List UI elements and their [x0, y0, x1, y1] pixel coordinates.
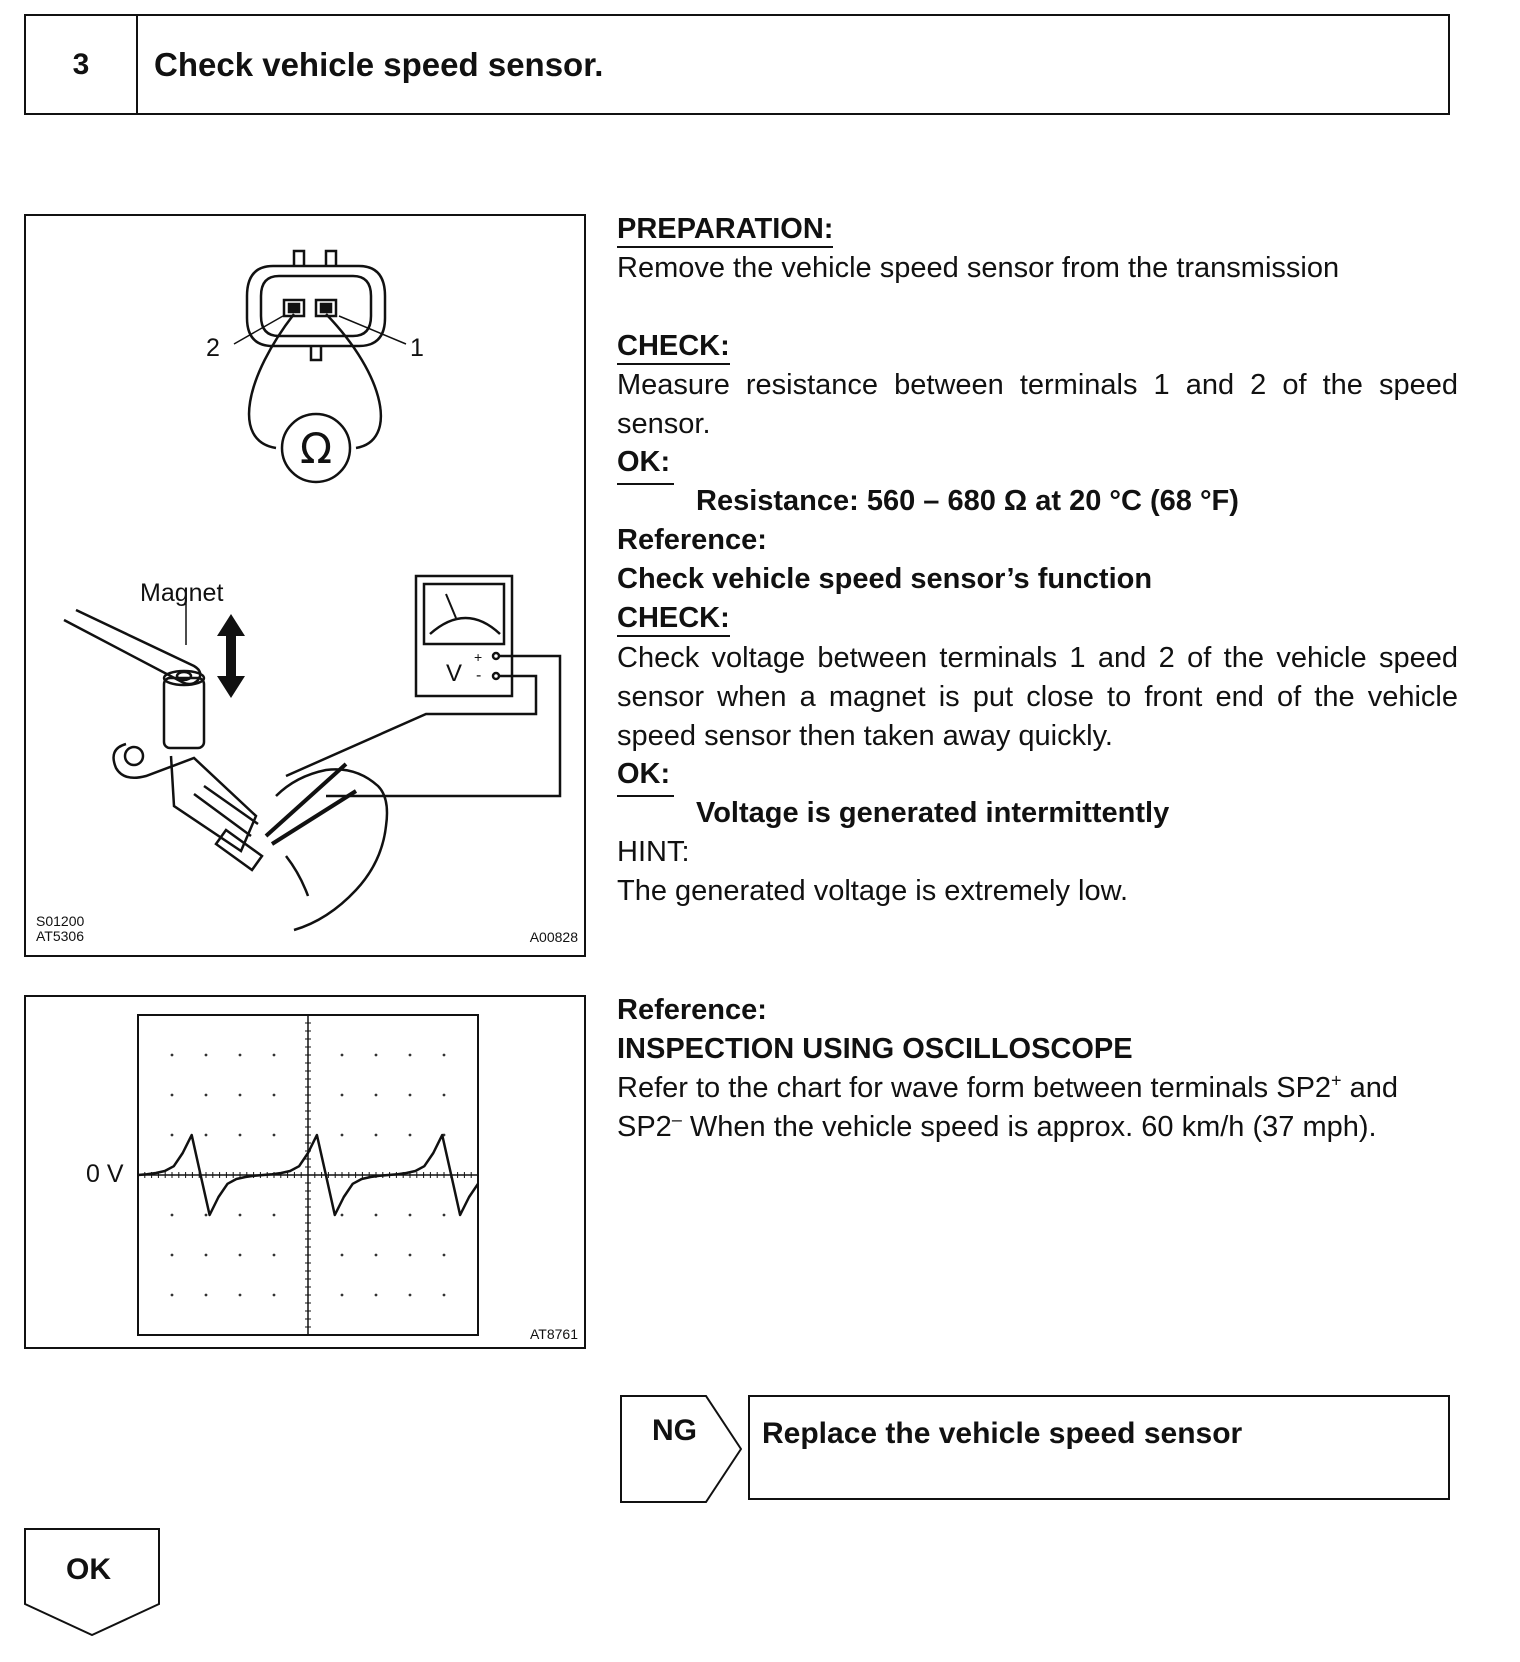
grid-dot — [171, 1214, 174, 1217]
grid-dot — [171, 1094, 174, 1097]
grid-dot — [273, 1134, 276, 1137]
ng-arrow-shape — [620, 1395, 742, 1504]
grid-dot — [239, 1254, 242, 1257]
grid-dot — [409, 1094, 412, 1097]
grid-dot — [409, 1134, 412, 1137]
ng-label: NG — [652, 1414, 697, 1447]
preparation-text: Remove the vehicle speed sensor from the transmission — [617, 252, 1340, 284]
waveform-plot — [26, 997, 584, 1347]
hand-outline — [276, 769, 387, 930]
ng-tag — [620, 1395, 742, 1509]
grid-dot — [341, 1254, 344, 1257]
reference-heading: Reference: — [617, 524, 767, 556]
reference-text-line: SP2– When the vehicle speed is approx. 60 km/h (37 mph). — [617, 1109, 1377, 1143]
grid-dot — [375, 1294, 378, 1297]
grid-dot — [239, 1134, 242, 1137]
figure-code-left — [36, 914, 84, 944]
grid-dot — [341, 1134, 344, 1137]
grid-dot — [341, 1214, 344, 1217]
zero-volt-label: 0 V — [86, 1160, 124, 1188]
reference-text-line: Refer to the chart for wave form between terminals SP2+ and — [617, 1070, 1399, 1104]
grid-dot — [409, 1254, 412, 1257]
grid-dot — [409, 1214, 412, 1217]
grid-dot — [273, 1254, 276, 1257]
check-heading: CHECK: — [617, 599, 730, 637]
grid-dot — [273, 1094, 276, 1097]
figure-code-line: S01200 — [36, 913, 85, 929]
grid-dot — [205, 1094, 208, 1097]
ng-result-text: Replace the vehicle speed sensor — [762, 1417, 1243, 1450]
grid-dot — [205, 1214, 208, 1217]
check-text-line: speed sensor then taken away quickly. — [617, 720, 1113, 752]
grid-dot — [375, 1214, 378, 1217]
step-title: Check vehicle speed sensor. — [154, 46, 604, 83]
grid-dot — [443, 1214, 446, 1217]
grid-dot — [205, 1294, 208, 1297]
grid-dot — [205, 1254, 208, 1257]
grid-dot — [375, 1134, 378, 1137]
preparation-heading: PREPARATION: — [617, 210, 833, 248]
terminal-2-label: 2 — [206, 334, 220, 362]
voltmeter-minus: - — [476, 667, 482, 684]
sensor-illustration — [24, 214, 586, 957]
check-text-line: Check voltage between terminals 1 and 2 of the vehicle speed — [617, 642, 1458, 674]
ohm-icon: Ω — [299, 424, 333, 473]
grid-dot — [171, 1294, 174, 1297]
voltmeter-plus: + — [474, 649, 483, 665]
ok-value: Resistance: 560 – 680 Ω at 20 °C (68 °F) — [696, 485, 1239, 517]
check-text-line: sensor when a magnet is put close to front end of the vehicle — [617, 681, 1458, 713]
figure-code: AT8761 — [530, 1326, 578, 1342]
grid-dot — [443, 1254, 446, 1257]
sensor-drawing — [26, 216, 584, 955]
double-arrow — [217, 614, 245, 698]
grid-dot — [273, 1214, 276, 1217]
ok-value: Voltage is generated intermittently — [696, 797, 1170, 829]
grid-dot — [375, 1254, 378, 1257]
grid-dot — [273, 1054, 276, 1057]
grid-dot — [205, 1054, 208, 1057]
grid-dot — [239, 1094, 242, 1097]
grid-dot — [171, 1054, 174, 1057]
grid-dot — [205, 1134, 208, 1137]
grid-dot — [239, 1294, 242, 1297]
check-text-line: sensor. — [617, 408, 711, 440]
probe-wire-negative — [286, 676, 536, 776]
figure-code-line: AT5306 — [36, 928, 84, 944]
step-header — [24, 14, 1450, 115]
ok-label: OK — [66, 1553, 111, 1586]
ng-result-box — [748, 1395, 1450, 1500]
grid-dot — [341, 1294, 344, 1297]
reference-heading: Reference: — [617, 994, 767, 1026]
hint-text: The generated voltage is extremely low. — [617, 875, 1128, 907]
ohmmeter-lead-right — [326, 314, 381, 448]
grid-dot — [171, 1134, 174, 1137]
grid-dot — [375, 1054, 378, 1057]
ok-heading: OK: — [617, 446, 671, 478]
grid-dot — [375, 1094, 378, 1097]
sensor-shaft — [164, 678, 204, 748]
grid-dot — [171, 1254, 174, 1257]
reference-subheading: INSPECTION USING OSCILLOSCOPE — [617, 1033, 1133, 1065]
grid-dot — [341, 1054, 344, 1057]
magnet-label: Magnet — [140, 579, 224, 607]
figure-code-right: A00828 — [529, 929, 578, 945]
grid-dot — [341, 1094, 344, 1097]
check-heading: CHECK: — [617, 327, 730, 365]
check-text-line: Measure resistance between terminals 1 and 2 of the speed — [617, 369, 1458, 401]
ok-underline — [617, 483, 674, 485]
grid-dot — [443, 1294, 446, 1297]
terminal-1-label: 1 — [410, 334, 424, 362]
grid-dot — [409, 1294, 412, 1297]
grid-dot — [239, 1054, 242, 1057]
grid-dot — [443, 1094, 446, 1097]
reference-subheading: Check vehicle speed sensor’s function — [617, 563, 1153, 595]
grid-dot — [409, 1054, 412, 1057]
grid-dot — [443, 1054, 446, 1057]
grid-dot — [239, 1214, 242, 1217]
step-number: 3 — [26, 16, 138, 113]
ok-underline — [617, 795, 674, 797]
hint-heading: HINT: — [617, 836, 690, 868]
oscilloscope-chart — [24, 995, 586, 1349]
voltmeter-v-label: V — [446, 660, 463, 687]
grid-dot — [273, 1294, 276, 1297]
ok-heading: OK: — [617, 758, 671, 790]
